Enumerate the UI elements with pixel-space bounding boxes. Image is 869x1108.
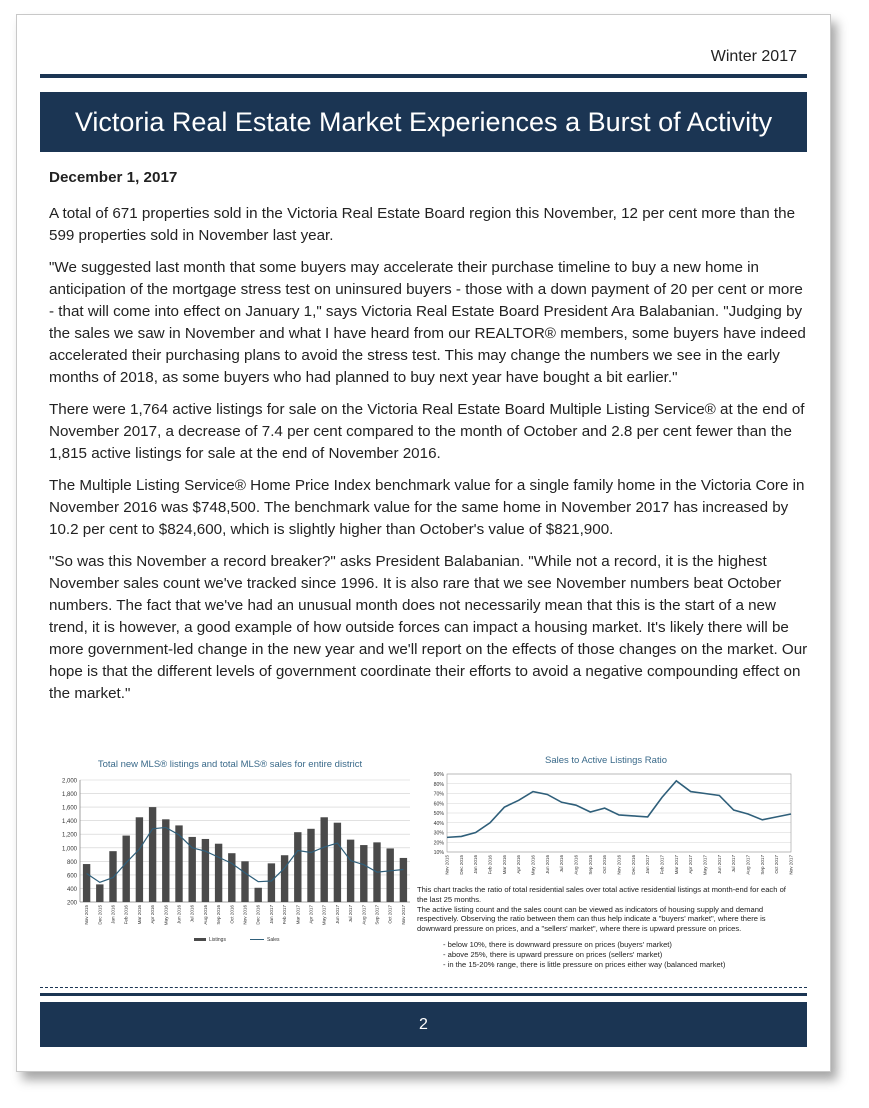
chart2-ytick: 70% (433, 791, 444, 798)
chart1-xtick: Nov 2015 (84, 905, 90, 925)
chart2-xtick: Dec 2015 (458, 855, 464, 875)
top-rule (40, 74, 807, 78)
issue-label: Winter 2017 (710, 48, 797, 65)
chart2-xtick: Nov 2015 (444, 855, 450, 875)
chart1-bar (387, 848, 394, 902)
chart1-ytick: 400 (66, 886, 77, 893)
chart2-xtick: Apr 2016 (516, 855, 522, 874)
chart1-ytick: 200 (66, 900, 77, 907)
ratio-notes (417, 885, 797, 969)
chart1-xtick: Apr 2016 (150, 905, 156, 924)
chart1-xtick: Jul 2017 (348, 905, 354, 923)
chart1-ytick: 600 (66, 873, 77, 880)
chart1-bar (149, 807, 156, 902)
chart1-bar (123, 836, 130, 902)
chart1-legend-listings-swatch (194, 938, 206, 941)
title-banner (40, 92, 807, 152)
chart2-xtick: Nov 2016 (616, 855, 622, 875)
chart1-bar (321, 817, 328, 902)
chart2-xtick: Mar 2017 (673, 855, 679, 875)
chart2-xtick: Jan 2016 (473, 855, 479, 874)
chart2-ytick: 60% (433, 801, 444, 808)
ratio-chart (417, 755, 795, 885)
ratio-bullets (443, 940, 797, 969)
chart1-ytick: 800 (66, 859, 77, 866)
chart1-ytick: 2,000 (61, 778, 77, 785)
footer-rule (40, 993, 807, 996)
chart2-xtick: Feb 2016 (487, 855, 493, 875)
chart2-ratio-line (447, 781, 791, 838)
chart1-legend-listings: Listings (209, 937, 226, 943)
paragraph-4: The Multiple Listing Service® Home Price Index benchmark value for a single family home in the Victoria Core in November 2016 was $748,500. The benchmark value for the same home in November 2017 has increased by 10.2 per cent to $824,600, which is slightly higher than October's value of $821,900. (49, 477, 805, 538)
chart1-xtick: Jan 2017 (268, 905, 274, 924)
dashed-divider (40, 987, 807, 988)
chart1-xtick: Jan 2016 (110, 905, 116, 924)
page-number: 2 (419, 1015, 428, 1033)
chart1-xtick: Feb 2016 (123, 905, 129, 925)
chart2-xtick: Aug 2016 (573, 855, 579, 875)
chart1-bar (202, 839, 209, 902)
chart2-xtick: Sep 2016 (587, 855, 593, 875)
paragraph-2: "We suggested last month that some buyers may accelerate their purchase timeline to buy a new home in anticipation of the mortgage stress test on uninsured buyers - those with a down payment of 20 per cent or more - that will come into effect on January 1," says Victoria Real Estate Board President Ara Balabanian. "Judging by the sales we saw in November and what I have heard from our REALTOR® members, some buyers have indeed accelerated their purchasing plans to avoid the stress test. This may change the numbers we see in the early months of 2018, as some buyers who had planned to buy next year have bought a bit earlier." (49, 259, 806, 386)
chart1-xtick: Apr 2017 (308, 905, 314, 924)
chart1-ytick: 1,800 (61, 792, 77, 799)
chart1-bar (96, 884, 103, 902)
chart1-bar (189, 837, 196, 902)
chart2-xtick: Aug 2017 (745, 855, 751, 875)
page-title: Victoria Real Estate Market Experiences a Burst of Activity (74, 106, 773, 137)
chart1-bar (215, 844, 222, 902)
chart2-xtick: Oct 2017 (774, 855, 780, 874)
chart2-xtick: Jul 2016 (559, 855, 565, 873)
chart2-xtick: Jan 2017 (645, 855, 651, 874)
chart1-legend-sales: Sales (267, 937, 280, 943)
chart2-ytick: 10% (433, 850, 444, 856)
footer-bar (40, 1002, 807, 1047)
paragraph-5: "So was this November a record breaker?" asks President Balabanian. "While not a record, it is the highest November sales count we've tracked since 1996. It is also rare that we see November numbers beat October numbers. The fact that we've had an unusual month does not necessarily mean that this is the start of a new trend, it is however, a good example of how outside forces can impact a housing market. It's likely there will be more government-led change in the new year and we'll report on the effects of those changes on the market. Our hope is that the different levels of government coordinate their efforts to avoid a negative compounding effect on the market." (49, 553, 808, 702)
chart1-title: Total new MLS® listings and total MLS® sales for entire district (97, 759, 363, 770)
note-1: This chart tracks the ratio of total residential sales over total active residential listings at month-end for each of the last 25 months. (417, 885, 786, 904)
chart2-xtick: Jul 2017 (731, 855, 737, 873)
chart2-ytick: 40% (433, 820, 444, 827)
chart1-bar (360, 845, 367, 902)
chart1-bar (109, 851, 116, 902)
paragraph-1: A total of 671 properties sold in the Victoria Real Estate Board region this November, 12 per cent more than the 599 properties sold in November last year. (49, 205, 796, 244)
chart1-xtick: Mar 2017 (295, 905, 301, 925)
chart1-xtick: Sep 2017 (374, 905, 380, 925)
chart1-ytick: 1,200 (61, 832, 77, 839)
bullet-1: - below 10%, there is downward pressure on prices (buyers' market) (443, 939, 672, 949)
chart1-bar (347, 840, 354, 902)
chart1-xtick: Aug 2016 (202, 905, 208, 925)
chart2-ytick: 80% (433, 781, 444, 788)
chart1-xtick: Nov 2017 (400, 905, 406, 925)
chart2-xtick: May 2016 (530, 855, 536, 876)
note-2: The active listing count and the sales count can be viewed as indicators of housing supply and demand respectively. Observing the ratio between them can thus help indicate a "buyers' market", where there is downward pressure on prices, and a "sellers' market", where there is upward pressure on prices. (417, 904, 766, 934)
chart1-xtick: Jun 2016 (176, 905, 182, 924)
bullet-2: - above 25%, there is upward pressure on prices (sellers' market) (443, 949, 663, 959)
chart1-bar (255, 888, 262, 902)
chart1-xtick: Oct 2016 (229, 905, 235, 924)
chart2-xtick: May 2017 (702, 855, 708, 876)
chart2-ytick: 30% (433, 830, 444, 837)
chart2-ytick: 50% (433, 811, 444, 817)
chart1-bar (294, 832, 301, 902)
bullet-3: - in the 15-20% range, there is little pressure on prices either way (balanced market) (443, 959, 726, 969)
chart1-xtick: Feb 2017 (282, 905, 288, 925)
chart1-xtick: May 2017 (321, 905, 327, 926)
listings-sales-svg (46, 770, 414, 950)
article-body (49, 167, 809, 715)
chart1-xtick: Jun 2017 (334, 905, 340, 924)
chart2-ytick: 20% (433, 840, 444, 847)
chart1-bar (281, 855, 288, 902)
chart2-xtick: Apr 2017 (688, 855, 694, 874)
chart1-xtick: Nov 2016 (242, 905, 248, 925)
chart1-bar (136, 817, 143, 902)
chart1-ytick: 1,000 (61, 846, 77, 853)
chart1-ytick: 1,600 (61, 805, 77, 812)
chart1-ytick: 1,400 (61, 819, 77, 826)
chart2-ytick: 90% (433, 772, 444, 778)
chart1-bar (83, 864, 90, 902)
chart1-xtick: Jul 2016 (189, 905, 195, 923)
chart1-xtick: Mar 2016 (136, 905, 142, 925)
chart1-bar (334, 823, 341, 902)
chart2-xtick: Nov 2017 (788, 855, 794, 875)
chart2-xtick: Feb 2017 (659, 855, 665, 875)
chart1-bar (307, 829, 314, 902)
chart1-bar (162, 819, 169, 902)
newsletter-page (16, 14, 831, 1072)
chart2-xtick: Oct 2016 (602, 855, 608, 874)
paragraph-3: There were 1,764 active listings for sale on the Victoria Real Estate Board Multiple Listing Service® at the end of November 2017, a decrease of 7.4 per cent compared to the month of October and 2.8 per cent fewer than the 1,815 active listings for sale at the end of November 2016. (49, 401, 805, 462)
chart2-xtick: Jun 2016 (544, 855, 550, 874)
chart1-xtick: Dec 2016 (255, 905, 261, 925)
ratio-svg (417, 766, 795, 884)
chart1-xtick: Oct 2017 (387, 905, 393, 924)
chart1-xtick: May 2016 (163, 905, 169, 926)
chart2-xtick: Dec 2016 (630, 855, 636, 875)
chart1-xtick: Sep 2016 (216, 905, 222, 925)
chart2-xtick: Jun 2017 (716, 855, 722, 874)
chart1-xtick: Aug 2017 (361, 905, 367, 925)
chart1-bar (241, 861, 248, 902)
chart1-bar (400, 858, 407, 902)
chart1-bar (268, 863, 275, 902)
article-date: December 1, 2017 (49, 169, 178, 186)
chart1-xtick: Dec 2015 (97, 905, 103, 925)
chart2-title: Sales to Active Listings Ratio (545, 755, 667, 766)
chart1-bar (228, 853, 235, 902)
listings-sales-chart (46, 759, 414, 951)
chart2-xtick: Mar 2016 (501, 855, 507, 875)
chart2-xtick: Sep 2017 (759, 855, 765, 875)
